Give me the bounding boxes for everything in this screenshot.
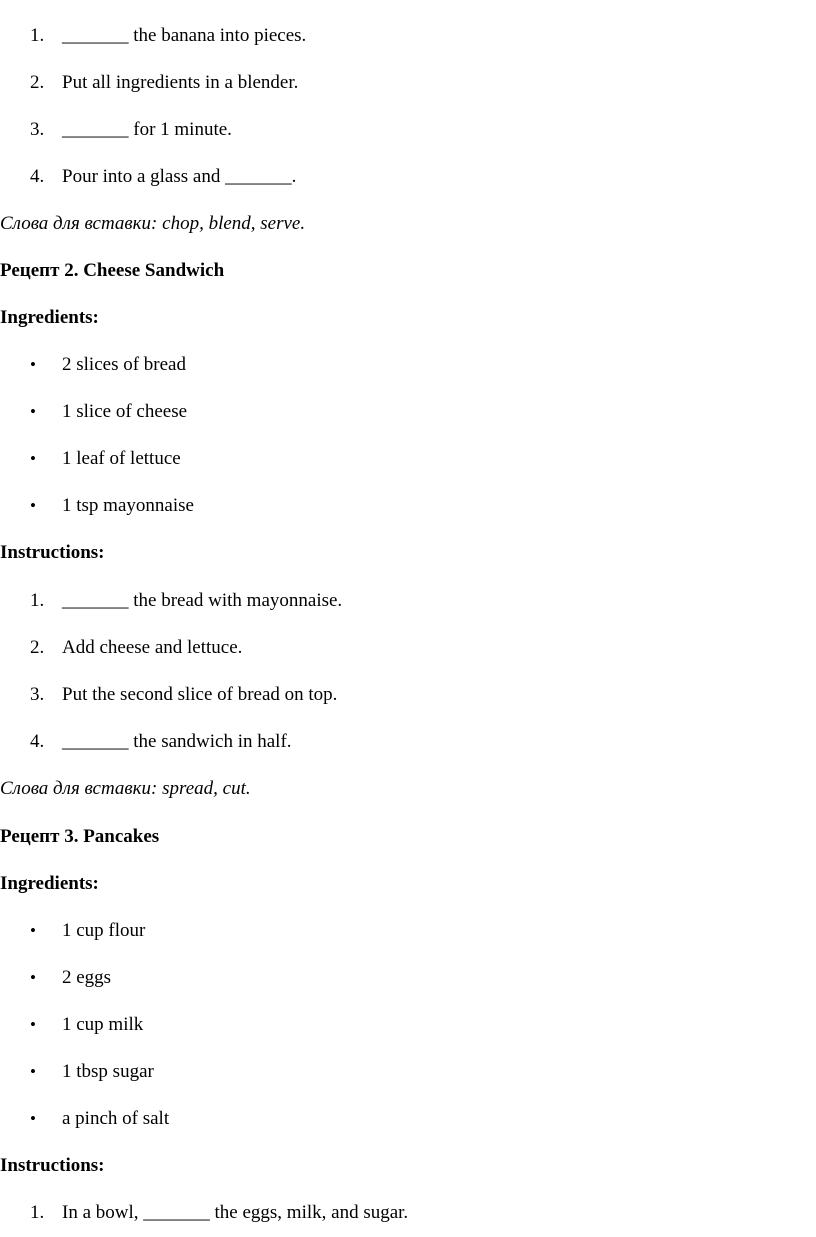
list-number: 1.	[30, 1202, 45, 1223]
instructions-heading: Instructions:	[0, 1155, 105, 1176]
bullet-icon: •	[30, 921, 36, 940]
list-number: 2.	[30, 637, 45, 658]
list-number: 3.	[30, 684, 45, 705]
instruction-text: Pour into a glass and _______.	[62, 166, 297, 187]
ingredient-text: 1 tsp mayonnaise	[62, 495, 194, 516]
ingredient-text: 1 tbsp sugar	[62, 1061, 154, 1082]
instruction-text: _______ the banana into pieces.	[62, 25, 307, 46]
instruction-text: _______ for 1 minute.	[62, 119, 232, 140]
bullet-icon: •	[30, 402, 36, 421]
recipe-title: Рецепт 3. Pancakes	[0, 826, 160, 847]
list-number: 1.	[30, 590, 45, 611]
ingredient-text: 2 eggs	[62, 967, 112, 988]
instruction-text: Add cheese and lettuce.	[62, 637, 243, 658]
ingredient-text: 1 cup flour	[62, 920, 146, 941]
ingredient-text: a pinch of salt	[62, 1108, 170, 1129]
instruction-text: Put the second slice of bread on top.	[62, 684, 338, 705]
ingredient-text: 1 leaf of lettuce	[62, 448, 181, 469]
bullet-icon: •	[30, 355, 36, 374]
bullet-icon: •	[30, 496, 36, 515]
bullet-icon: •	[30, 1109, 36, 1128]
instruction-text: In a bowl, _______ the eggs, milk, and sugar.	[62, 1202, 409, 1223]
ingredient-text: 2 slices of bread	[62, 354, 186, 375]
instruction-text: _______ the bread with mayonnaise.	[62, 590, 343, 611]
bullet-icon: •	[30, 1062, 36, 1081]
instructions-heading: Instructions:	[0, 542, 105, 563]
bullet-icon: •	[30, 449, 36, 468]
list-number: 2.	[30, 72, 45, 93]
recipe-title: Рецепт 2. Cheese Sandwich	[0, 260, 225, 281]
bullet-icon: •	[30, 968, 36, 987]
ingredient-text: 1 cup milk	[62, 1014, 144, 1035]
list-number: 4.	[30, 731, 45, 752]
bullet-icon: •	[30, 1015, 36, 1034]
list-number: 4.	[30, 166, 45, 187]
word-bank: Слова для вставки: chop, blend, serve.	[0, 213, 306, 234]
instruction-text: _______ the sandwich in half.	[62, 731, 292, 752]
word-bank: Слова для вставки: spread, cut.	[0, 778, 251, 799]
instruction-text: Put all ingredients in a blender.	[62, 72, 299, 93]
ingredient-text: 1 slice of cheese	[62, 401, 188, 422]
ingredients-heading: Ingredients:	[0, 873, 99, 894]
list-number: 1.	[30, 25, 45, 46]
list-number: 3.	[30, 119, 45, 140]
ingredients-heading: Ingredients:	[0, 307, 99, 328]
